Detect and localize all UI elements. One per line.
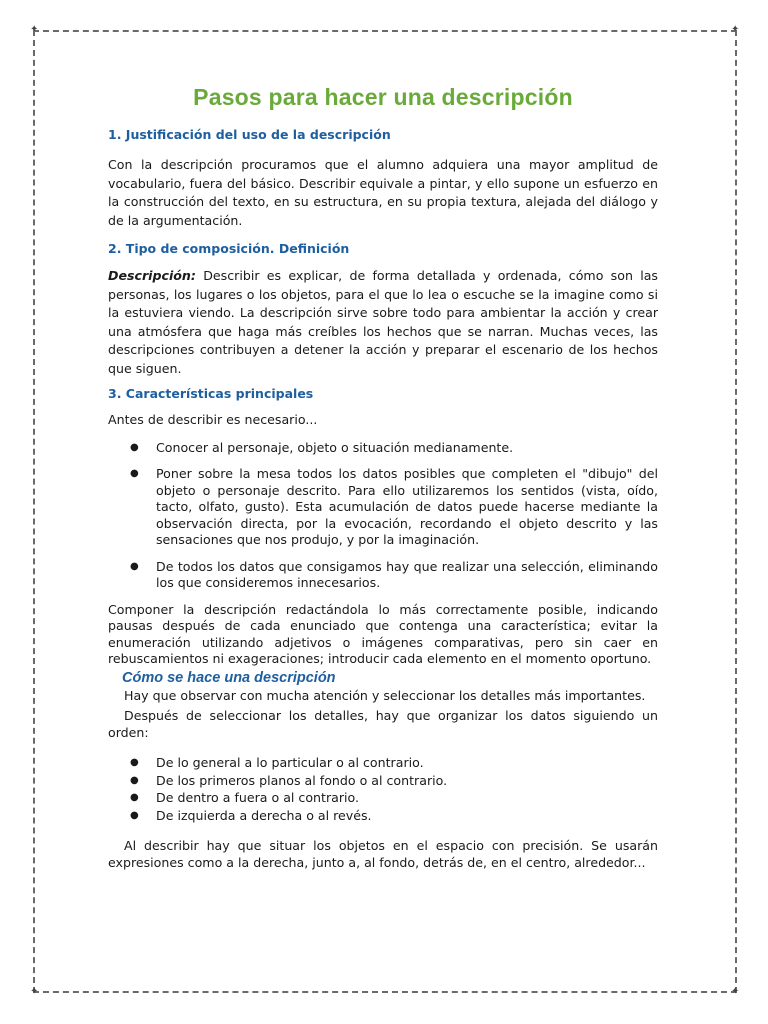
list-item — [108, 773, 658, 790]
definition-text: Describir es explicar, de forma detallada y ordenada, cómo son las personas, los lugares o los objetos, para el que lo lea o escuche se la imagine como si la estuviera viendo. La descripción sirve sobre todo para ambientar la acción y crear una atmósfera que haga más creíbles los hechos que se narran. Muchas veces, las descripciones contribuyen a detener la acción y preparar el escenario de los hechos que siguen. — [108, 268, 658, 376]
list-item — [108, 808, 658, 825]
list-item — [108, 790, 658, 807]
list-item-text: Conocer al personaje, objeto o situación medianamente. — [156, 439, 514, 455]
list-item — [108, 755, 658, 772]
order-list — [108, 755, 658, 824]
border-corner-top-right: ✦ — [731, 24, 740, 35]
section-4-heading: Cómo se hace una descripción — [122, 669, 336, 686]
bullet-icon: ● — [130, 560, 139, 572]
document-title: Pasos para hacer una descripción — [193, 84, 573, 110]
border-corner-bottom-right: ✦ — [731, 986, 740, 997]
bullet-icon: ● — [130, 809, 139, 821]
list-item-text: De los primeros planos al fondo o al contrario. — [156, 772, 448, 788]
list-item — [108, 440, 658, 457]
section-3-heading: 3. Características principales — [108, 386, 314, 401]
definition-term: Descripción: — [108, 268, 196, 283]
list-item-text: De izquierda a derecha o al revés. — [156, 807, 372, 823]
section-3-intro: Antes de describir es necesario... — [108, 412, 318, 427]
section-1-heading: 1. Justificación del uso de la descripción — [108, 127, 391, 142]
characteristics-list — [108, 440, 658, 592]
section-3-closing: Componer la descripción redactándola lo más correctamente posible, indicando pausas después de cada enunciado que contenga una característica; evitar la enumeración utilizando adjetivos o imágenes comparativas, pero sin caer en rebuscamientos ni exageraciones; introducir cada elemento en el momento oportuno. — [108, 601, 658, 666]
section-1-paragraph: Con la descripción procuramos que el alumno adquiera una mayor amplitud de vocabulario, fuera del básico. Describir equivale a pintar, y ello supone un esfuerzo en la construcción del texto, en su estructura, en su propia textura, alejada del diálogo y de la argumentación. — [108, 157, 658, 228]
list-item — [108, 559, 658, 592]
border-corner-top-left: ✦ — [30, 24, 39, 35]
bullet-icon: ● — [130, 441, 139, 453]
bullet-icon: ● — [130, 468, 139, 479]
section-4-paragraph-1: Hay que observar con mucha atención y seleccionar los detalles más importantes. — [124, 687, 646, 703]
document-body — [108, 84, 658, 875]
section-2-paragraph — [108, 267, 658, 378]
bullet-icon: ● — [130, 792, 139, 803]
list-item-text: De dentro a fuera o al contrario. — [156, 790, 360, 805]
section-4-paragraph-3: Al describir hay que situar los objetos en el espacio con precisión. Se usarán expresiones como a la derecha, junto a, al fondo, detrás de, en el centro, alrededor... — [108, 838, 658, 870]
list-item-text: De lo general a lo particular o al contrario. — [156, 755, 424, 770]
border-corner-bottom-left: ✦ — [30, 986, 39, 997]
list-item-text: Poner sobre la mesa todos los datos posibles que completen el "dibujo" del objeto o personaje descrito. Para ello utilizaremos los sentidos (vista, oído, tacto, olfato, gusto). Esta acumulación de datos puede hacerse mediante la observación directa, por la evocación, recordando el objeto descrito y las sensaciones que nos produjo, y por la imaginación. — [156, 466, 658, 547]
bullet-icon: ● — [130, 757, 139, 768]
list-item-text: De todos los datos que consigamos hay que realizar una selección, eliminando los que consideremos innecesarios. — [156, 558, 658, 590]
bullet-icon: ● — [130, 774, 139, 786]
section-2-heading: 2. Tipo de composición. Definición — [108, 241, 350, 256]
section-4-paragraph-2: Después de seleccionar los detalles, hay que organizar los datos siguiendo un orden: — [108, 708, 658, 740]
list-item — [108, 466, 658, 549]
